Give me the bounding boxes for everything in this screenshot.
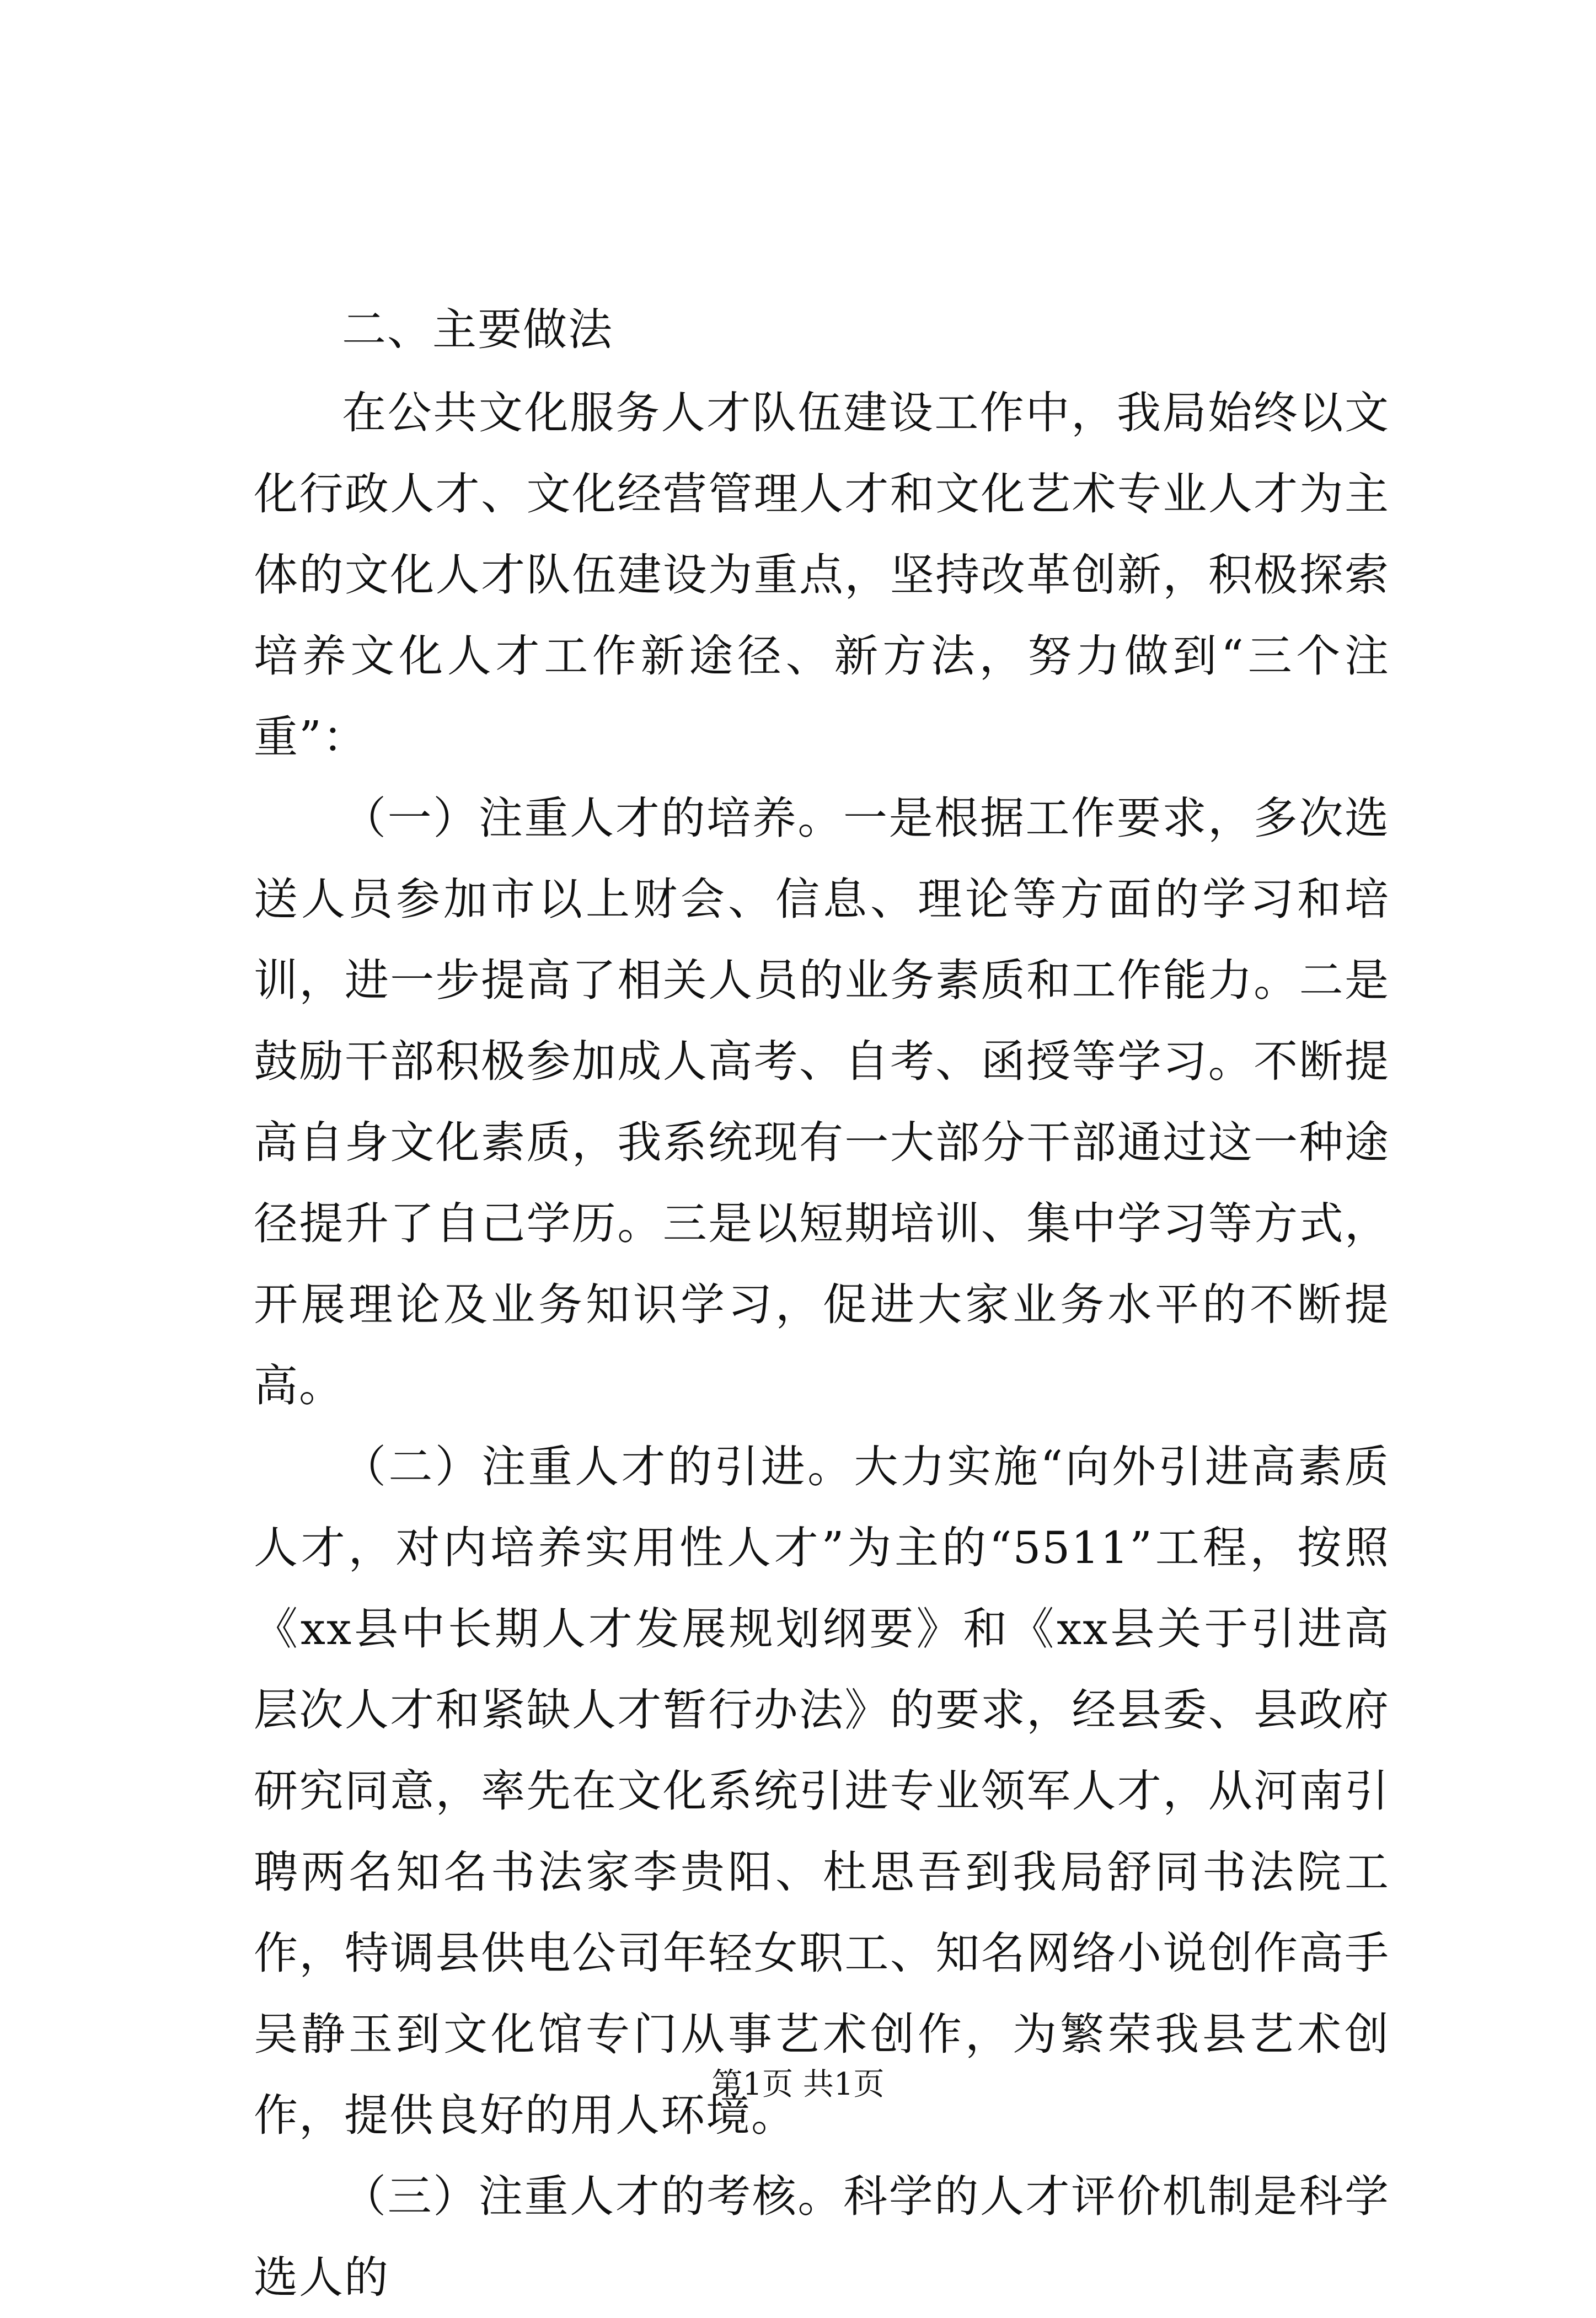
page-footer: 第1页 共1页: [711, 2067, 885, 2102]
document-body: [254, 289, 1390, 2318]
paragraph-training: （一）注重人才的培养。一是根据工作要求，多次选送人员参加市以上财会、信息、理论等方面的学习和培训，进一步提高了相关人员的业务素质和工作能力。二是鼓励干部积极参加成人高考、自考、函授等学习。不断提高自身文化素质，我系统现有一大部分干部通过这一种途径提升了自己学历。三是以短期培训、集中学习等方式，开展理论及业务知识学习，促进大家业务水平的不断提高。: [254, 793, 1390, 1411]
section-heading: 二、主要做法: [342, 304, 613, 355]
paragraph-intro: 在公共文化服务人才队伍建设工作中，我局始终以文化行政人才、文化经营管理人才和文化艺术专业人才为主体的文化人才队伍建设为重点，坚持改革创新，积极探索培养文化人才工作新途径、新方法，努力做到“三个注重”：: [254, 387, 1390, 763]
paragraph-recruitment: （二）注重人才的引进。大力实施“向外引进高素质人才，对内培养实用性人才”为主的“5511”工程，按照《xx县中长期人才发展规划纲要》和《xx县关于引进高层次人才和紧缺人才暂行办法》的要求，经县委、县政府研究同意，率先在文化系统引进专业领军人才，从河南引聘两名知名书法家李贵阳、杜思吾到我局舒同书法院工作，特调县供电公司年轻女职工、知名网络小说创作高手吴静玉到文化馆专门从事艺术创作，为繁荣我县艺术创作，提供良好的用人环境。: [254, 1441, 1390, 2141]
paragraph-assessment: （三）注重人才的考核。科学的人才评价机制是科学选人的: [254, 2171, 1390, 2303]
